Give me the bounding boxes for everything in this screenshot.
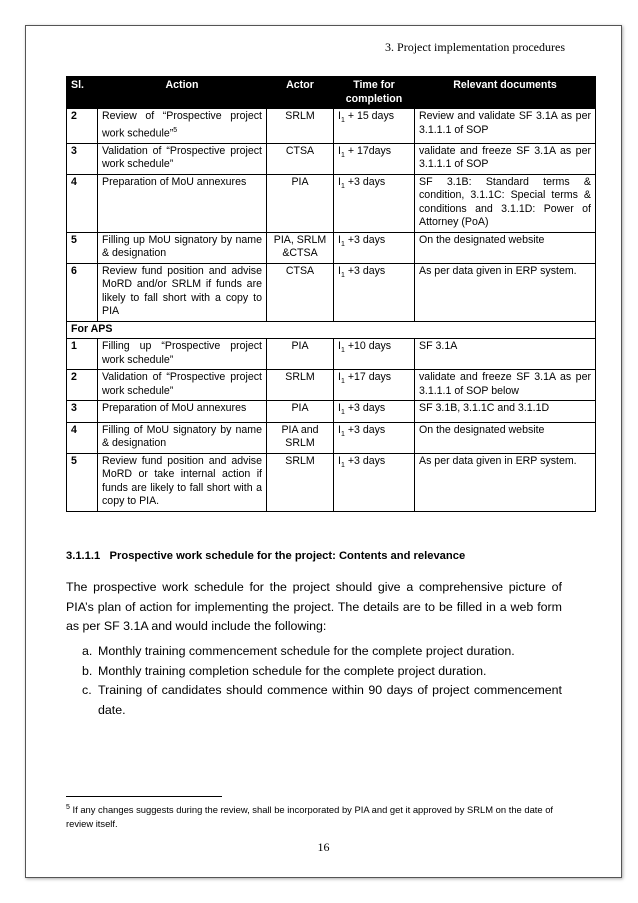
table-row bbox=[67, 143, 596, 174]
time-value: +17 days bbox=[347, 371, 392, 384]
actor-cell: CTSA bbox=[267, 263, 334, 321]
footnote-number: 5 bbox=[66, 804, 70, 811]
time-prefix: I bbox=[338, 264, 341, 277]
time-value: +3 days bbox=[347, 423, 386, 436]
table-row bbox=[67, 232, 596, 263]
section-title: Prospective work schedule for the project: Contents and relevance bbox=[109, 550, 466, 562]
action-cell: Filling up MoU signatory by name & designation bbox=[98, 232, 267, 263]
actor-cell: PIA, SRLM &CTSA bbox=[267, 232, 334, 263]
body-paragraph: The prospective work schedule for the project should give a comprehensive picture of PIA’s plan of action for implementing the project. The details are to be filled in a web form as per SF 3.1A and would include the following: bbox=[66, 580, 562, 633]
list-marker: b. bbox=[82, 663, 93, 678]
time-prefix: I bbox=[338, 175, 341, 188]
time-cell bbox=[334, 109, 415, 144]
documents-cell: As per data given in ERP system. bbox=[415, 263, 596, 321]
list-item bbox=[82, 662, 562, 682]
table-row bbox=[67, 370, 596, 401]
column-header: Sl. bbox=[67, 77, 98, 109]
documents-cell: Review and validate SF 3.1A as per 3.1.1.1 of SOP bbox=[415, 109, 596, 144]
action-cell: Review fund position and advise MoRD or take internal action if funds are likely to fall short with a copy to PIA. bbox=[98, 453, 267, 511]
column-header: Action bbox=[98, 77, 267, 109]
actor-cell: PIA and SRLM bbox=[267, 422, 334, 453]
action-cell: Validation of “Prospective project work schedule” bbox=[98, 143, 267, 174]
time-cell bbox=[334, 453, 415, 511]
time-prefix: I bbox=[338, 340, 341, 353]
procedure-table bbox=[66, 76, 596, 512]
list-item bbox=[82, 681, 562, 720]
time-prefix: I bbox=[338, 402, 341, 415]
time-prefix-sub: 1 bbox=[340, 271, 345, 279]
action-cell: Validation of “Prospective project work schedule” bbox=[98, 370, 267, 401]
section-row bbox=[67, 321, 596, 339]
time-prefix-sub: 1 bbox=[340, 347, 345, 355]
row-number: 2 bbox=[67, 370, 98, 401]
column-header: Actor bbox=[267, 77, 334, 109]
row-number: 6 bbox=[67, 263, 98, 321]
list-item bbox=[82, 642, 562, 662]
section-label: For APS bbox=[67, 321, 596, 339]
actor-cell: SRLM bbox=[267, 453, 334, 511]
documents-cell: validate and freeze SF 3.1A as per 3.1.1.1 of SOP below bbox=[415, 370, 596, 401]
time-prefix-sub: 1 bbox=[340, 378, 345, 386]
row-number: 4 bbox=[67, 174, 98, 232]
time-value: +3 days bbox=[347, 402, 386, 415]
time-cell bbox=[334, 143, 415, 174]
time-prefix-sub: 1 bbox=[340, 461, 345, 469]
time-prefix-sub: 1 bbox=[340, 182, 345, 190]
footnote-ref: 5 bbox=[173, 126, 178, 134]
actor-cell: SRLM bbox=[267, 370, 334, 401]
section-number: 3.1.1.1 bbox=[66, 550, 101, 562]
time-value: +3 days bbox=[347, 233, 386, 246]
documents-cell: SF 3.1B, 3.1.1C and 3.1.1D bbox=[415, 401, 596, 423]
table-row bbox=[67, 109, 596, 144]
page-header: 3. Project implementation procedures bbox=[385, 40, 565, 54]
action-text: Review of “Prospective project work schedule” bbox=[102, 110, 262, 140]
time-cell bbox=[334, 263, 415, 321]
actor-cell: CTSA bbox=[267, 143, 334, 174]
table-row bbox=[67, 401, 596, 423]
time-prefix-sub: 1 bbox=[340, 151, 345, 159]
time-prefix: I bbox=[338, 144, 341, 157]
time-prefix: I bbox=[338, 110, 341, 122]
time-value: +3 days bbox=[347, 264, 386, 277]
action-cell: Filling of MoU signatory by name & designation bbox=[98, 422, 267, 453]
documents-cell: As per data given in ERP system. bbox=[415, 453, 596, 511]
table-row bbox=[67, 263, 596, 321]
row-number: 1 bbox=[67, 339, 98, 370]
column-header: Time for completion bbox=[334, 77, 415, 109]
row-number: 5 bbox=[67, 453, 98, 511]
documents-cell: On the designated website bbox=[415, 422, 596, 453]
list-marker: c. bbox=[82, 683, 92, 697]
page-number: 16 bbox=[317, 840, 330, 854]
table-row bbox=[67, 174, 596, 232]
time-prefix: I bbox=[338, 371, 341, 384]
list-text: Monthly training completion schedule for the complete project duration. bbox=[98, 663, 487, 678]
column-header: Relevant documents bbox=[415, 77, 596, 109]
action-cell: Filling up “Prospective project work schedule” bbox=[98, 339, 267, 370]
list-marker: a. bbox=[82, 644, 93, 658]
action-cell bbox=[98, 109, 267, 144]
table-row bbox=[67, 422, 596, 453]
actor-cell: PIA bbox=[267, 401, 334, 423]
row-number: 3 bbox=[67, 143, 98, 174]
time-prefix-sub: 1 bbox=[340, 240, 345, 248]
action-cell: Review fund position and advise MoRD and/or SRLM if funds are likely to fall short with a copy to PIA bbox=[98, 263, 267, 321]
footnote-text: If any changes suggests during the review, shall be incorporated by PIA and get it approved by SRLM on the date of review itself. bbox=[66, 804, 554, 830]
time-value: +3 days bbox=[347, 175, 386, 188]
time-cell bbox=[334, 339, 415, 370]
time-value: +3 days bbox=[347, 454, 386, 467]
time-cell bbox=[334, 174, 415, 232]
actor-cell: PIA bbox=[267, 339, 334, 370]
action-cell: Preparation of MoU annexures bbox=[98, 174, 267, 232]
time-cell bbox=[334, 232, 415, 263]
documents-cell: On the designated website bbox=[415, 232, 596, 263]
time-prefix: I bbox=[338, 233, 341, 246]
row-number: 2 bbox=[67, 109, 98, 144]
requirements-list bbox=[82, 642, 562, 720]
row-number: 3 bbox=[67, 401, 98, 423]
time-prefix: I bbox=[338, 454, 341, 467]
time-prefix-sub: 1 bbox=[340, 117, 345, 125]
row-number: 5 bbox=[67, 232, 98, 263]
time-cell bbox=[334, 401, 415, 423]
table-row bbox=[67, 453, 596, 511]
time-value: + 17days bbox=[347, 144, 392, 157]
time-prefix-sub: 1 bbox=[340, 430, 345, 438]
time-value: +10 days bbox=[347, 340, 392, 353]
actor-cell: SRLM bbox=[267, 109, 334, 144]
row-number: 4 bbox=[67, 422, 98, 453]
footnote-divider bbox=[66, 796, 222, 797]
actor-cell: PIA bbox=[267, 174, 334, 232]
section-heading bbox=[66, 550, 465, 562]
documents-cell: validate and freeze SF 3.1A as per 3.1.1.1 of SOP bbox=[415, 143, 596, 174]
document-page bbox=[25, 25, 622, 878]
time-prefix: I bbox=[338, 423, 341, 436]
table-row bbox=[67, 339, 596, 370]
time-cell bbox=[334, 422, 415, 453]
list-text: Training of candidates should commence within 90 days of project commencement date. bbox=[98, 683, 562, 717]
list-text: Monthly training commencement schedule for the complete project duration. bbox=[98, 644, 515, 658]
documents-cell: SF 3.1B: Standard terms & condition, 3.1.1C: Special terms & conditions and 3.1.1D: Power of Attorney (PoA) bbox=[415, 174, 596, 232]
time-prefix-sub: 1 bbox=[340, 409, 345, 417]
time-value: + 15 days bbox=[347, 110, 395, 122]
documents-cell: SF 3.1A bbox=[415, 339, 596, 370]
table-header-row bbox=[67, 77, 596, 109]
time-cell bbox=[334, 370, 415, 401]
action-cell: Preparation of MoU annexures bbox=[98, 401, 267, 423]
footnote bbox=[66, 801, 566, 831]
